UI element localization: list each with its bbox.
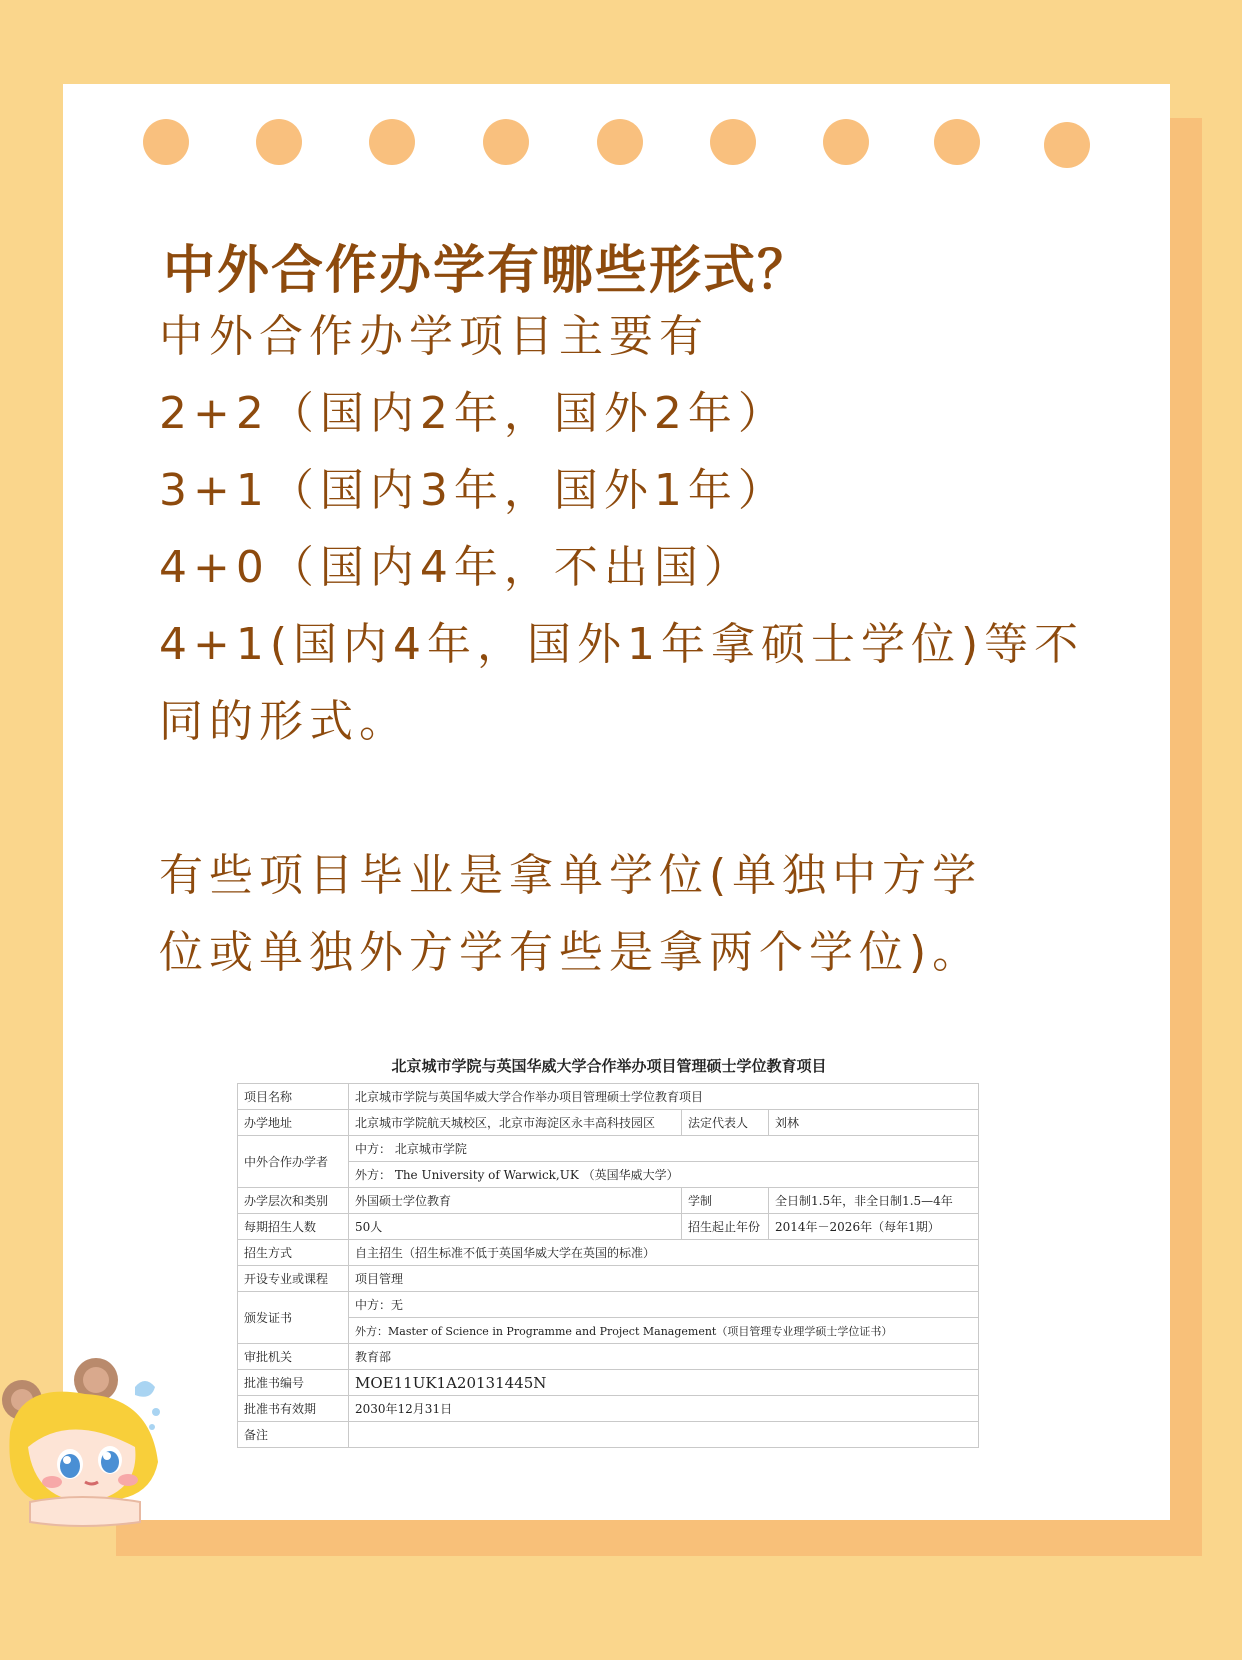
table-cell-label: 每期招生人数 bbox=[238, 1214, 349, 1240]
table-row bbox=[238, 1162, 979, 1188]
table-cell-label: 法定代表人 bbox=[682, 1110, 769, 1136]
binder-dot bbox=[1044, 122, 1090, 168]
table-cell-label: 办学地址 bbox=[238, 1110, 349, 1136]
table-cell-value bbox=[349, 1422, 979, 1448]
info-table bbox=[237, 1083, 979, 1448]
binder-dot bbox=[934, 119, 980, 165]
table-cell-label: 招生方式 bbox=[238, 1240, 349, 1266]
table-cell-value: 外方：Master of Science in Programme and Project Management（项目管理专业理学硕士学位证书） bbox=[349, 1318, 979, 1344]
page-title: 中外合作办学有哪些形式？ bbox=[163, 241, 812, 301]
binder-dot bbox=[369, 119, 415, 165]
table-cell-label: 中外合作办学者 bbox=[238, 1136, 349, 1188]
binder-dot bbox=[823, 119, 869, 165]
body-text bbox=[159, 298, 1139, 991]
table-row bbox=[238, 1266, 979, 1292]
binder-dot bbox=[710, 119, 756, 165]
table-title: 北京城市学院与英国华威大学合作举办项目管理硕士学位教育项目 bbox=[391, 1057, 827, 1075]
table-row bbox=[238, 1422, 979, 1448]
table-cell-label: 开设专业或课程 bbox=[238, 1266, 349, 1292]
binder-dot bbox=[483, 119, 529, 165]
table-row bbox=[238, 1136, 979, 1162]
body-line: 3+1（国内3年，国外1年） bbox=[159, 465, 788, 516]
binder-dot bbox=[597, 119, 643, 165]
table-cell-value: 2030年12月31日 bbox=[349, 1396, 979, 1422]
table-cell-label: 批准书编号 bbox=[238, 1370, 349, 1396]
body-line: 中外合作办学项目主要有 bbox=[159, 311, 709, 362]
table-cell-value: MOE11UK1A20131445N bbox=[349, 1370, 979, 1396]
table-row bbox=[238, 1292, 979, 1318]
binder-dot bbox=[143, 119, 189, 165]
table-cell-value: 50人 bbox=[349, 1214, 682, 1240]
table-cell-value: 中方：无 bbox=[349, 1292, 979, 1318]
table-row bbox=[238, 1370, 979, 1396]
table-cell-value: 中方： 北京城市学院 bbox=[349, 1136, 979, 1162]
table-cell-label: 项目名称 bbox=[238, 1084, 349, 1110]
table-row bbox=[238, 1240, 979, 1266]
table-cell-label: 办学层次和类别 bbox=[238, 1188, 349, 1214]
body-line: 4+0（国内4年，不出国） bbox=[159, 542, 754, 593]
binder-dot bbox=[256, 119, 302, 165]
table-cell-value: 北京城市学院航天城校区，北京市海淀区永丰高科技园区 bbox=[349, 1110, 682, 1136]
table-row bbox=[238, 1344, 979, 1370]
table-row bbox=[238, 1188, 979, 1214]
table-cell-value: 2014年－2026年（每年1期） bbox=[769, 1214, 979, 1240]
table-cell-value: 教育部 bbox=[349, 1344, 979, 1370]
table-cell-value: 自主招生（招生标准不低于英国华威大学在英国的标准） bbox=[349, 1240, 979, 1266]
body-line: 4+1(国内4年，国外1年拿硕士学位)等不 bbox=[159, 619, 1085, 670]
table-row bbox=[238, 1110, 979, 1136]
table-cell-label: 学制 bbox=[682, 1188, 769, 1214]
table-cell-label: 颁发证书 bbox=[238, 1292, 349, 1344]
table-cell-label: 备注 bbox=[238, 1422, 349, 1448]
table-cell-value: 项目管理 bbox=[349, 1266, 979, 1292]
table-row bbox=[238, 1318, 979, 1344]
body-line bbox=[159, 760, 1139, 837]
table-row bbox=[238, 1084, 979, 1110]
table-cell-value: 外方： The University of Warwick,UK （英国华威大学） bbox=[349, 1162, 979, 1188]
program-info-table bbox=[237, 1053, 981, 1448]
table-cell-value: 刘林 bbox=[769, 1110, 979, 1136]
table-cell-label: 招生起止年份 bbox=[682, 1214, 769, 1240]
table-cell-label: 批准书有效期 bbox=[238, 1396, 349, 1422]
table-row bbox=[238, 1396, 979, 1422]
table-cell-value: 全日制1.5年，非全日制1.5—4年 bbox=[769, 1188, 979, 1214]
table-cell-label: 审批机关 bbox=[238, 1344, 349, 1370]
body-line: 同的形式。 bbox=[159, 696, 409, 747]
table-cell-value: 外国硕士学位教育 bbox=[349, 1188, 682, 1214]
body-line: 2+2（国内2年，国外2年） bbox=[159, 388, 788, 439]
table-row bbox=[238, 1214, 979, 1240]
cartoon-girl-icon bbox=[0, 1352, 170, 1542]
body-line: 有些项目毕业是拿单学位(单独中方学 bbox=[159, 850, 983, 901]
note-card bbox=[63, 84, 1170, 1520]
body-line: 位或单独外方学有些是拿两个学位)。 bbox=[159, 927, 983, 978]
table-cell-value: 北京城市学院与英国华威大学合作举办项目管理硕士学位教育项目 bbox=[349, 1084, 979, 1110]
